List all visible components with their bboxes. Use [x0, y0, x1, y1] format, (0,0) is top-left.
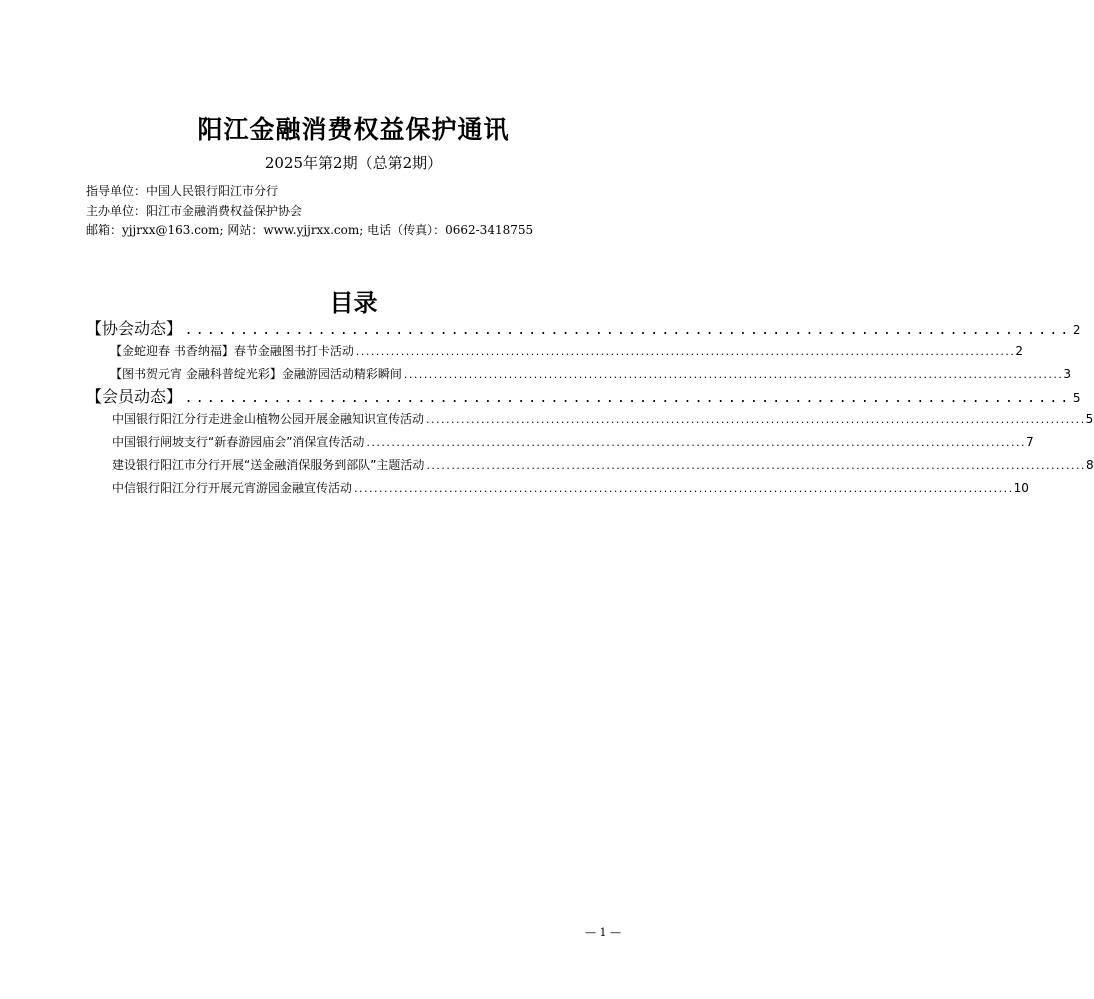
- toc-leader-dots: ................................................................................: [186, 387, 1073, 406]
- toc-item[interactable]: [86, 431, 1034, 454]
- newsletter-title: 阳江金融消费权益保护通讯: [197, 115, 510, 144]
- toc-heading: 目录: [329, 289, 378, 317]
- toc-item[interactable]: [86, 408, 1094, 431]
- toc-item[interactable]: [86, 454, 1094, 477]
- toc-page-number: 2: [1072, 323, 1081, 337]
- toc-leader-dots: ....................................................................................................................................: [366, 436, 1026, 449]
- toc-section-title: 【协会动态】: [86, 319, 183, 338]
- toc-item-title: 【图书贺元宵 金融科普绽光彩】金融游园活动精彩瞬间: [110, 367, 402, 381]
- toc-leader-dots: ....................................................................................................................................: [403, 368, 1064, 381]
- toc-item[interactable]: [86, 363, 1072, 386]
- toc-item-title: 中国银行阳江分行走进金山植物公园开展金融知识宣传活动: [112, 412, 425, 426]
- toc-page-number: 5: [1085, 412, 1094, 426]
- toc-page-number: 2: [1015, 344, 1024, 358]
- issue-number: 2025年第2期（总第2期）: [264, 154, 443, 172]
- toc-leader-dots: ....................................................................................................................................: [355, 345, 1016, 358]
- contact-info: 邮箱：yjjrxx@163.com; 网站：www.yjjrxx.com; 电话（传真）：0662-3418755: [86, 223, 534, 237]
- toc-item-title: 【金蛇迎春 书香纳福】春节金融图书打卡活动: [110, 344, 354, 358]
- toc-item[interactable]: [86, 477, 1029, 500]
- guide-unit: 指导单位：中国人民银行阳江市分行: [86, 184, 279, 198]
- toc-leader-dots: ....................................................................................................................................: [426, 413, 1086, 426]
- toc-item-title: 中国银行闸坡支行“新春游园庙会”消保宣传活动: [112, 435, 365, 449]
- toc-page-number: 7: [1026, 435, 1034, 449]
- toc-leader-dots: ................................................................................: [186, 319, 1073, 338]
- toc-section-association-news[interactable]: [86, 318, 1081, 340]
- page-footer-number: — 1 —: [585, 926, 621, 939]
- toc-page-number: 8: [1086, 458, 1094, 472]
- toc-page-number: 10: [1013, 481, 1029, 495]
- toc-item-title: 建设银行阳江市分行开展“送金融消保服务到部队”主题活动: [112, 458, 425, 472]
- toc-page-number: 3: [1063, 367, 1072, 381]
- toc-section-member-news[interactable]: [86, 386, 1081, 408]
- table-of-contents: [86, 318, 1094, 500]
- toc-leader-dots: ....................................................................................................................................: [426, 459, 1086, 472]
- toc-item-title: 中信银行阳江分行开展元宵游园金融宣传活动: [112, 481, 353, 495]
- host-unit: 主办单位：阳江市金融消费权益保护协会: [86, 204, 303, 218]
- toc-leader-dots: ....................................................................................................................................: [354, 482, 1014, 495]
- toc-page-number: 5: [1072, 391, 1081, 405]
- toc-item[interactable]: [86, 340, 1024, 363]
- toc-section-title: 【会员动态】: [86, 387, 183, 406]
